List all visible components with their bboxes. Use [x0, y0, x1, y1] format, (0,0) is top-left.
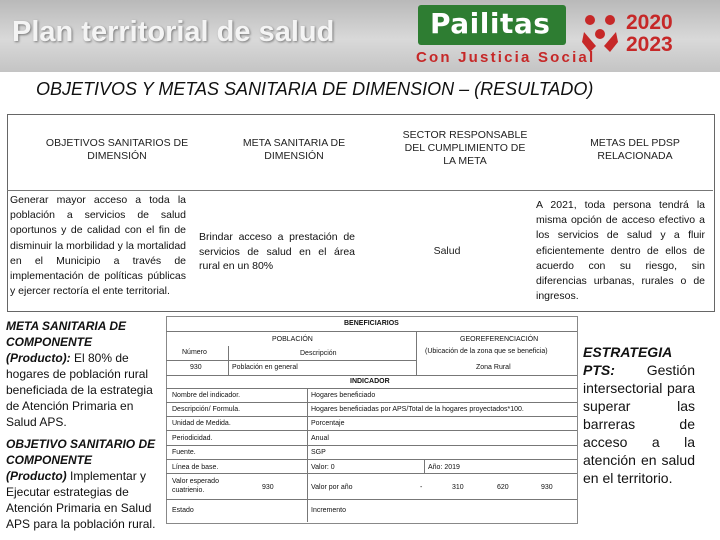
pailitas-logo — [410, 5, 596, 71]
period-years — [626, 12, 673, 56]
indicador-row-0-label: Nombre del indicador. — [172, 392, 241, 399]
valor-esperado-label: Valor esperado cuatrienio. — [172, 478, 219, 494]
poblacion-label: POBLACIÓN — [272, 336, 313, 343]
row-meta: Brindar acceso a prestación de servicios de salud en el área rural en un 80% — [199, 231, 355, 272]
objetivo-componente-text: Implementar y Ejecutar estrategias de Atención Primaria en Salud APS para la población rural. — [6, 469, 156, 531]
indicador-title: INDICADOR — [350, 378, 390, 385]
logo-name: Pailitas — [430, 7, 551, 40]
indicador-row-3-label: Periodicidad. — [172, 435, 213, 442]
objetivo-componente-title: OBJETIVO SANITARIO DE COMPONENTE — [6, 437, 156, 467]
linea-base-valor: Valor: 0 — [311, 464, 335, 471]
descripcion-label: Descripción — [300, 350, 337, 357]
header-banner — [0, 0, 720, 72]
valor-por-anio-label: Valor por año — [311, 484, 353, 491]
indicador-row-4-label: Fuente. — [172, 449, 196, 456]
geo-label: GEOREFERENCIACIÓN — [460, 336, 539, 343]
meta-componente-block — [6, 318, 156, 430]
indicador-row-2-label: Unidad de Medida. — [172, 420, 231, 427]
meta-componente-title: META SANITARIA DE COMPONENTE — [6, 319, 126, 349]
indicador-row-0-value: Hogares beneficiado — [311, 392, 376, 399]
meta-componente-type: (Producto): — [6, 351, 71, 365]
indicador-row-1-value: Hogares beneficiadas por APS/Total de la hogares proyectados*100. — [311, 406, 524, 413]
row-sector: Salud — [433, 245, 461, 257]
header-objetivos: OBJETIVOS SANITARIOS DE DIMENSIÓN — [45, 137, 189, 162]
numero-label: Número — [182, 349, 207, 356]
header-metas-pdsp: METAS DEL PDSP RELACIONADA — [590, 137, 680, 162]
indicador-row-4-value: SGP — [311, 449, 326, 456]
estado-value: Incremento — [311, 507, 347, 514]
descripcion-value: Población en general — [232, 364, 298, 371]
objetivo-componente-type: (Producto) — [6, 469, 67, 483]
meta-componente-text: El 80% de hogares de población rural beneficiada de la estrategia de Atención Primaria en Salud APS. — [6, 351, 153, 429]
linea-base-anio: Año: 2019 — [428, 464, 460, 471]
logo-slogan: Con Justicia Social — [416, 49, 596, 66]
header-sector: SECTOR RESPONSABLE DEL CUMPLIMIENTO DE LA META — [402, 129, 528, 167]
linea-base-label: Línea de base. — [172, 464, 219, 471]
beneficiarios-title: BENEFICIARIOS — [344, 320, 399, 327]
zona-value: Zona Rural — [476, 364, 511, 371]
indicador-row-1-label: Descripción/ Formula. — [172, 406, 241, 413]
anio-value-4: 930 — [541, 484, 553, 491]
objetivo-componente-block — [6, 436, 156, 532]
people-emblem-icon — [580, 12, 620, 56]
estrategia-text: Gestión intersectorial para superar las barreras de acceso a la atención en salud en el territorio. — [583, 362, 695, 486]
estado-label: Estado — [172, 507, 194, 514]
estrategia-block — [583, 343, 695, 487]
valor-esperado-value: 930 — [262, 484, 274, 491]
anio-value-3: 620 — [497, 484, 509, 491]
header-meta: META SANITARIA DE DIMENSIÓN — [242, 137, 346, 162]
year-end: 2023 — [626, 33, 673, 56]
year-start: 2020 — [626, 11, 673, 34]
table-divider — [7, 190, 713, 191]
anio-value-1: - — [420, 484, 423, 491]
indicador-row-3-value: Anual — [311, 435, 329, 442]
section-subtitle: OBJETIVOS Y METAS SANITARIA DE DIMENSION – (RESULTADO) — [36, 79, 594, 99]
geo-sub: (Ubicación de la zona que se beneficia) — [425, 348, 548, 355]
page-title: Plan territorial de salud — [12, 16, 335, 48]
row-objetivo: Generar mayor acceso a toda la población a servicios de salud oportunos y de calidad con el fin de disminuir la morbilidad y la mortalidad en el Municipio a través de implementación de políticas públicas y ejercer rectoría el ente territorial. — [10, 194, 186, 298]
indicador-row-2-value: Porcentaje — [311, 420, 345, 427]
numero-value: 930 — [190, 364, 202, 371]
estrategia-title: ESTRATEGIA PTS: — [583, 344, 673, 378]
anio-value-2: 310 — [452, 484, 464, 491]
row-metas-pdsp: A 2021, toda persona tendrá la misma opción de acceso efectivo a los servicios de salud y a fluir eficientemente dentro de ellos de acuerdo con su riesgo, sin diferencias urbanas, rurales o de ingresos. — [536, 199, 705, 303]
